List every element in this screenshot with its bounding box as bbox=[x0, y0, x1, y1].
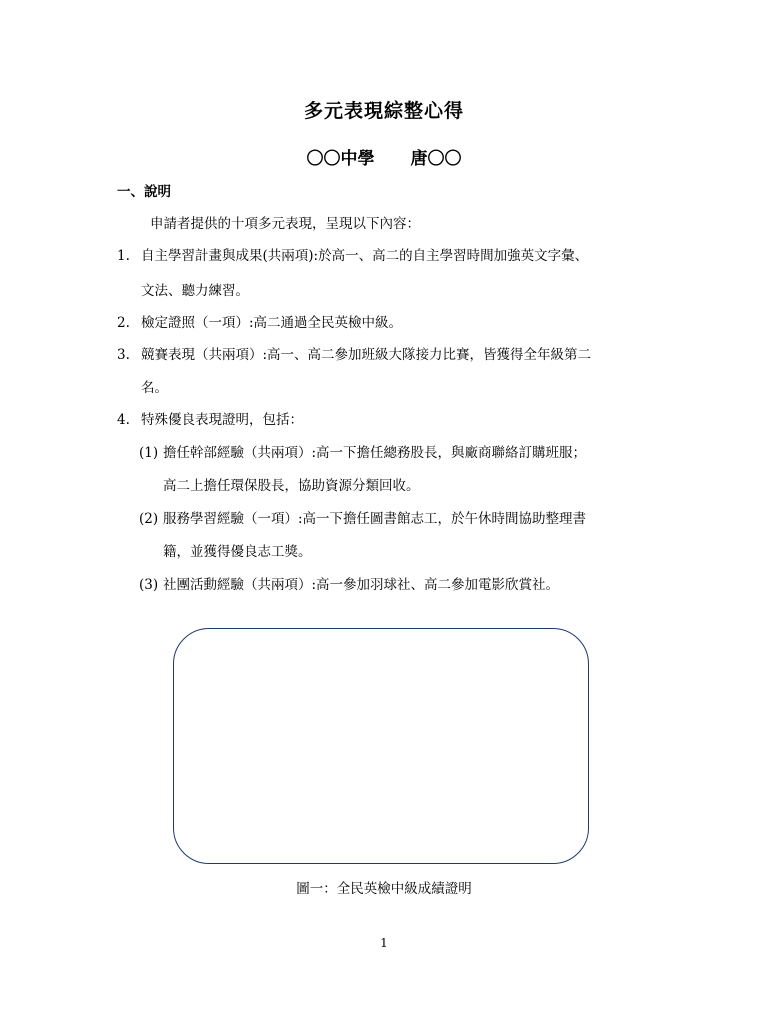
figure-placeholder bbox=[173, 628, 589, 864]
section-heading: 一、說明 bbox=[117, 184, 171, 200]
sub-item-number: (1) bbox=[139, 445, 159, 461]
figure-caption: 圖一：全民英檢中級成績證明 bbox=[296, 881, 472, 897]
author-line bbox=[0, 144, 768, 169]
list-item-1-continuation: 文法、聽力練習。 bbox=[141, 283, 249, 299]
list-item-1 bbox=[117, 246, 588, 266]
list-item-text: 檢定證照（一項）:高二通過全民英檢中級。 bbox=[141, 315, 403, 331]
intro-paragraph: 申請者提供的十項多元表現，呈現以下內容： bbox=[150, 216, 420, 232]
list-item-number: 1. bbox=[117, 248, 130, 264]
list-item-text: 自主學習計畫與成果(共兩項):於高一、高二的自主學習時間加強英文字彙、 bbox=[141, 248, 589, 264]
student-name: 唐〇〇 bbox=[410, 149, 462, 169]
list-item-number: 3. bbox=[117, 347, 130, 363]
sub-item-text: 擔任幹部經驗（共兩項）:高一下擔任總務股長，與廠商聯絡訂購班服； bbox=[163, 445, 587, 461]
sub-item-text: 社團活動經驗（共兩項）:高一參加羽球社、高二參加電影欣賞社。 bbox=[163, 577, 560, 593]
list-item-3-continuation: 名。 bbox=[141, 380, 168, 396]
school-name: 〇〇中學 bbox=[306, 149, 375, 169]
list-item-4 bbox=[117, 410, 303, 430]
list-item-2 bbox=[117, 313, 402, 333]
list-item-text: 特殊優良表現證明，包括： bbox=[141, 412, 303, 428]
sub-item-number: (2) bbox=[139, 511, 159, 527]
sub-item-2-continuation: 籍，並獲得優良志工獎。 bbox=[163, 544, 312, 560]
sub-item-3 bbox=[139, 575, 559, 595]
sub-item-1 bbox=[139, 443, 586, 463]
list-item-number: 4. bbox=[117, 412, 130, 428]
sub-item-1-continuation: 高二上擔任環保股長，協助資源分類回收。 bbox=[163, 478, 420, 494]
document-title: 多元表現綜整心得 bbox=[303, 100, 464, 122]
sub-item-text: 服務學習經驗（一項）:高一下擔任圖書館志工，於午休時間協助整理書 bbox=[163, 511, 587, 527]
sub-item-2 bbox=[139, 509, 586, 529]
sub-item-number: (3) bbox=[139, 577, 159, 593]
list-item-3 bbox=[117, 345, 591, 365]
list-item-text: 競賽表現（共兩項）:高一、高二參加班級大隊接力比賽，皆獲得全年級第二 bbox=[141, 347, 592, 363]
page-number: 1 bbox=[380, 936, 388, 950]
list-item-number: 2. bbox=[117, 315, 130, 331]
